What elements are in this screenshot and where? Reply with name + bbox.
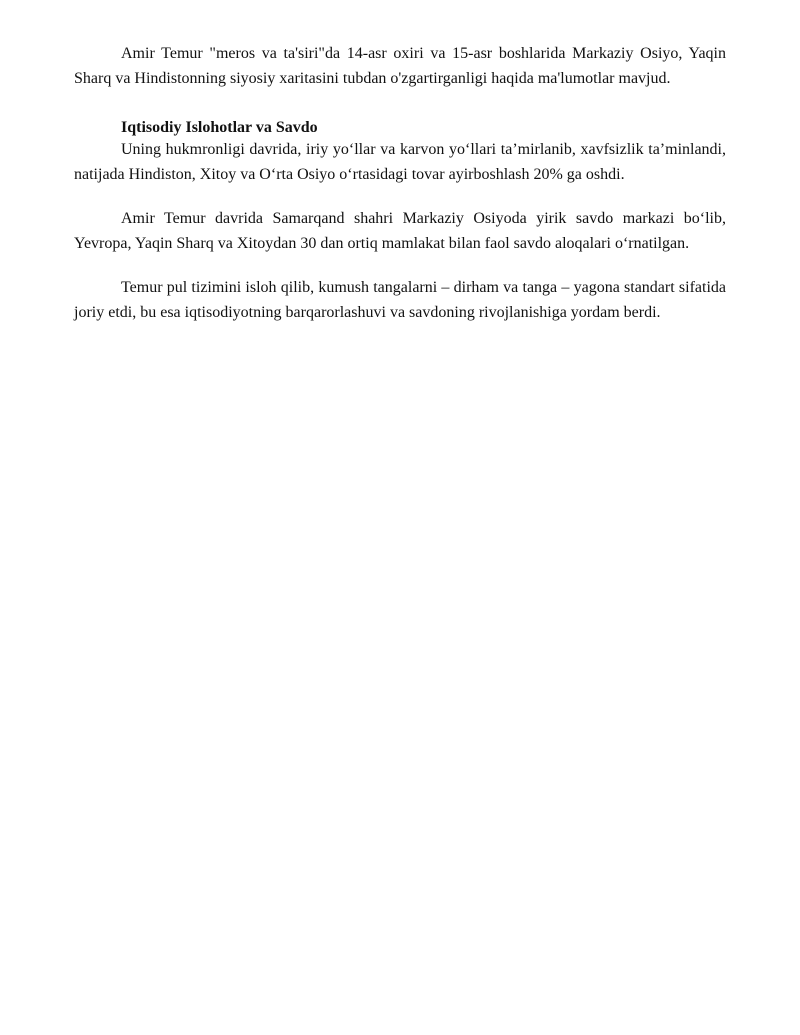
paragraph-legacy: Amir Temur "meros va ta'siri"da 14-asr oxiri va 15-asr boshlarida Markaziy Osiyo, Yaqin Sharq va Hindistonning siyosiy xaritasini tubdan o'zgartirganligi haqida ma'lumotlar mavjud.: [74, 45, 726, 87]
paragraph-monetary-reform: Temur pul tizimini isloh qilib, kumush tangalarni – dirham va tanga – yagona standart sifatida joriy etdi, bu esa iqtisodiyotning barqarorlashuvi va savdoning rivojlanishiga yordam berdi.: [74, 279, 726, 321]
section-heading: Iqtisodiy Islohotlar va Savdo: [121, 119, 318, 136]
document-body: [74, 42, 726, 325]
paragraph-trade-routes: Uning hukmronligi davrida, iriy yo‘llar va karvon yo‘llari ta’mirlanib, xavfsizlik ta’minlandi, natijada Hindiston, Xitoy va O‘rta Osiyo o‘rtasidagi tovar ayirboshlash 20% ga oshdi.: [74, 141, 726, 183]
paragraph-samarkand: Amir Temur davrida Samarqand shahri Markaziy Osiyoda yirik savdo markazi bo‘lib, Yevropa, Yaqin Sharq va Xitoydan 30 dan ortiq mamlakat bilan faol savdo aloqalari o‘rnatilgan.: [74, 210, 726, 252]
